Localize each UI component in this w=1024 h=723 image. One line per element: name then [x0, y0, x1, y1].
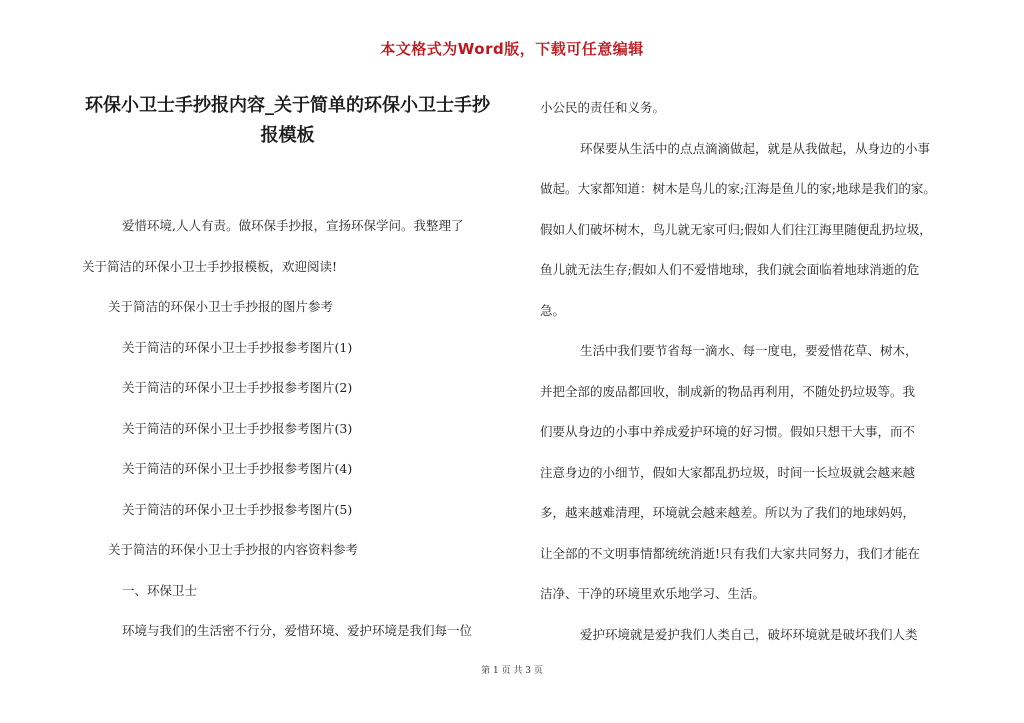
- subsection-heading: 一、环保卫士: [122, 582, 198, 598]
- body-paragraph-line: 鱼儿就无法生存;假如人们不爱惜地球，我们就会面临着地球消逝的危: [540, 262, 920, 277]
- body-paragraph-line: 假如人们破坏树木，鸟儿就无家可归;假如人们往江海里随便乱扔垃圾，: [540, 221, 932, 237]
- section-heading: 关于简洁的环保小卫士手抄报的图片参考: [108, 299, 334, 314]
- left-body: [60, 206, 515, 652]
- intro-paragraph-line: 爱惜环境,人人有责。做环保手抄报，宣扬环保学问。我整理了: [122, 218, 464, 233]
- body-paragraph-line: 环保要从生活中的点点滴滴做起，就是从我做起，从身边的小事: [580, 140, 931, 156]
- image-reference: 关于简洁的环保小卫士手抄报参考图片(3): [122, 420, 353, 436]
- image-reference: 关于简洁的环保小卫士手抄报参考图片(4): [122, 461, 353, 476]
- body-paragraph-line: 小公民的责任和义务。: [540, 100, 666, 115]
- image-reference: 关于简洁的环保小卫士手抄报参考图片(1): [122, 339, 353, 355]
- section-heading: 关于简洁的环保小卫士手抄报的内容资料参考: [108, 542, 359, 557]
- body-paragraph-line: 注意身边的小细节，假如大家都乱扔垃圾，时间一长垃圾就会越来越: [540, 464, 916, 480]
- format-banner: 本文格式为Word版，下载可任意编辑: [380, 40, 644, 58]
- document-title: [60, 88, 515, 151]
- body-paragraph-line: 生活中我们要节省每一滴水、每一度电，要爱惜花草、树木，: [580, 343, 918, 358]
- page-number: 第 1 页 共 3 页: [481, 666, 543, 676]
- right-column: [538, 88, 978, 655]
- body-paragraph-line: 做起。大家都知道：树木是鸟儿的家;江海是鱼儿的家;地球是我们的家。: [540, 181, 936, 196]
- body-paragraph-line: 环境与我们的生活密不行分，爱惜环境、爱护环境是我们每一位: [122, 623, 473, 638]
- body-paragraph-line: 多，越来越难清理，环境就会越来越差。所以为了我们的地球妈妈，: [540, 505, 916, 520]
- title-line-2: 报模板: [260, 125, 315, 146]
- image-reference: 关于简洁的环保小卫士手抄报参考图片(5): [122, 501, 353, 517]
- body-paragraph-line: 洁净、干净的环境里欢乐地学习、生活。: [540, 586, 766, 601]
- body-paragraph-line: 让全部的不文明事情都统统消逝!只有我们大家共同努力，我们才能在: [540, 545, 921, 561]
- left-column: [60, 88, 515, 638]
- body-paragraph-line: 并把全部的废品都回收，制成新的物品再利用，不随处扔垃圾等。我: [540, 383, 916, 399]
- image-reference: 关于简洁的环保小卫士手抄报参考图片(2): [122, 380, 353, 395]
- title-line-1: 环保小卫士手抄报内容_关于简单的环保小卫士手抄: [85, 95, 490, 116]
- body-paragraph-line: 们要从身边的小事中养成爱护环境的好习惯。假如只想干大事，而不: [540, 424, 916, 439]
- body-paragraph-line: 急。: [540, 302, 566, 318]
- body-paragraph-line: 爱护环境就是爱护我们人类自己，破坏环境就是破坏我们人类: [580, 626, 918, 642]
- intro-paragraph-line: 关于简洁的环保小卫士手抄报模板，欢迎阅读!: [82, 258, 338, 274]
